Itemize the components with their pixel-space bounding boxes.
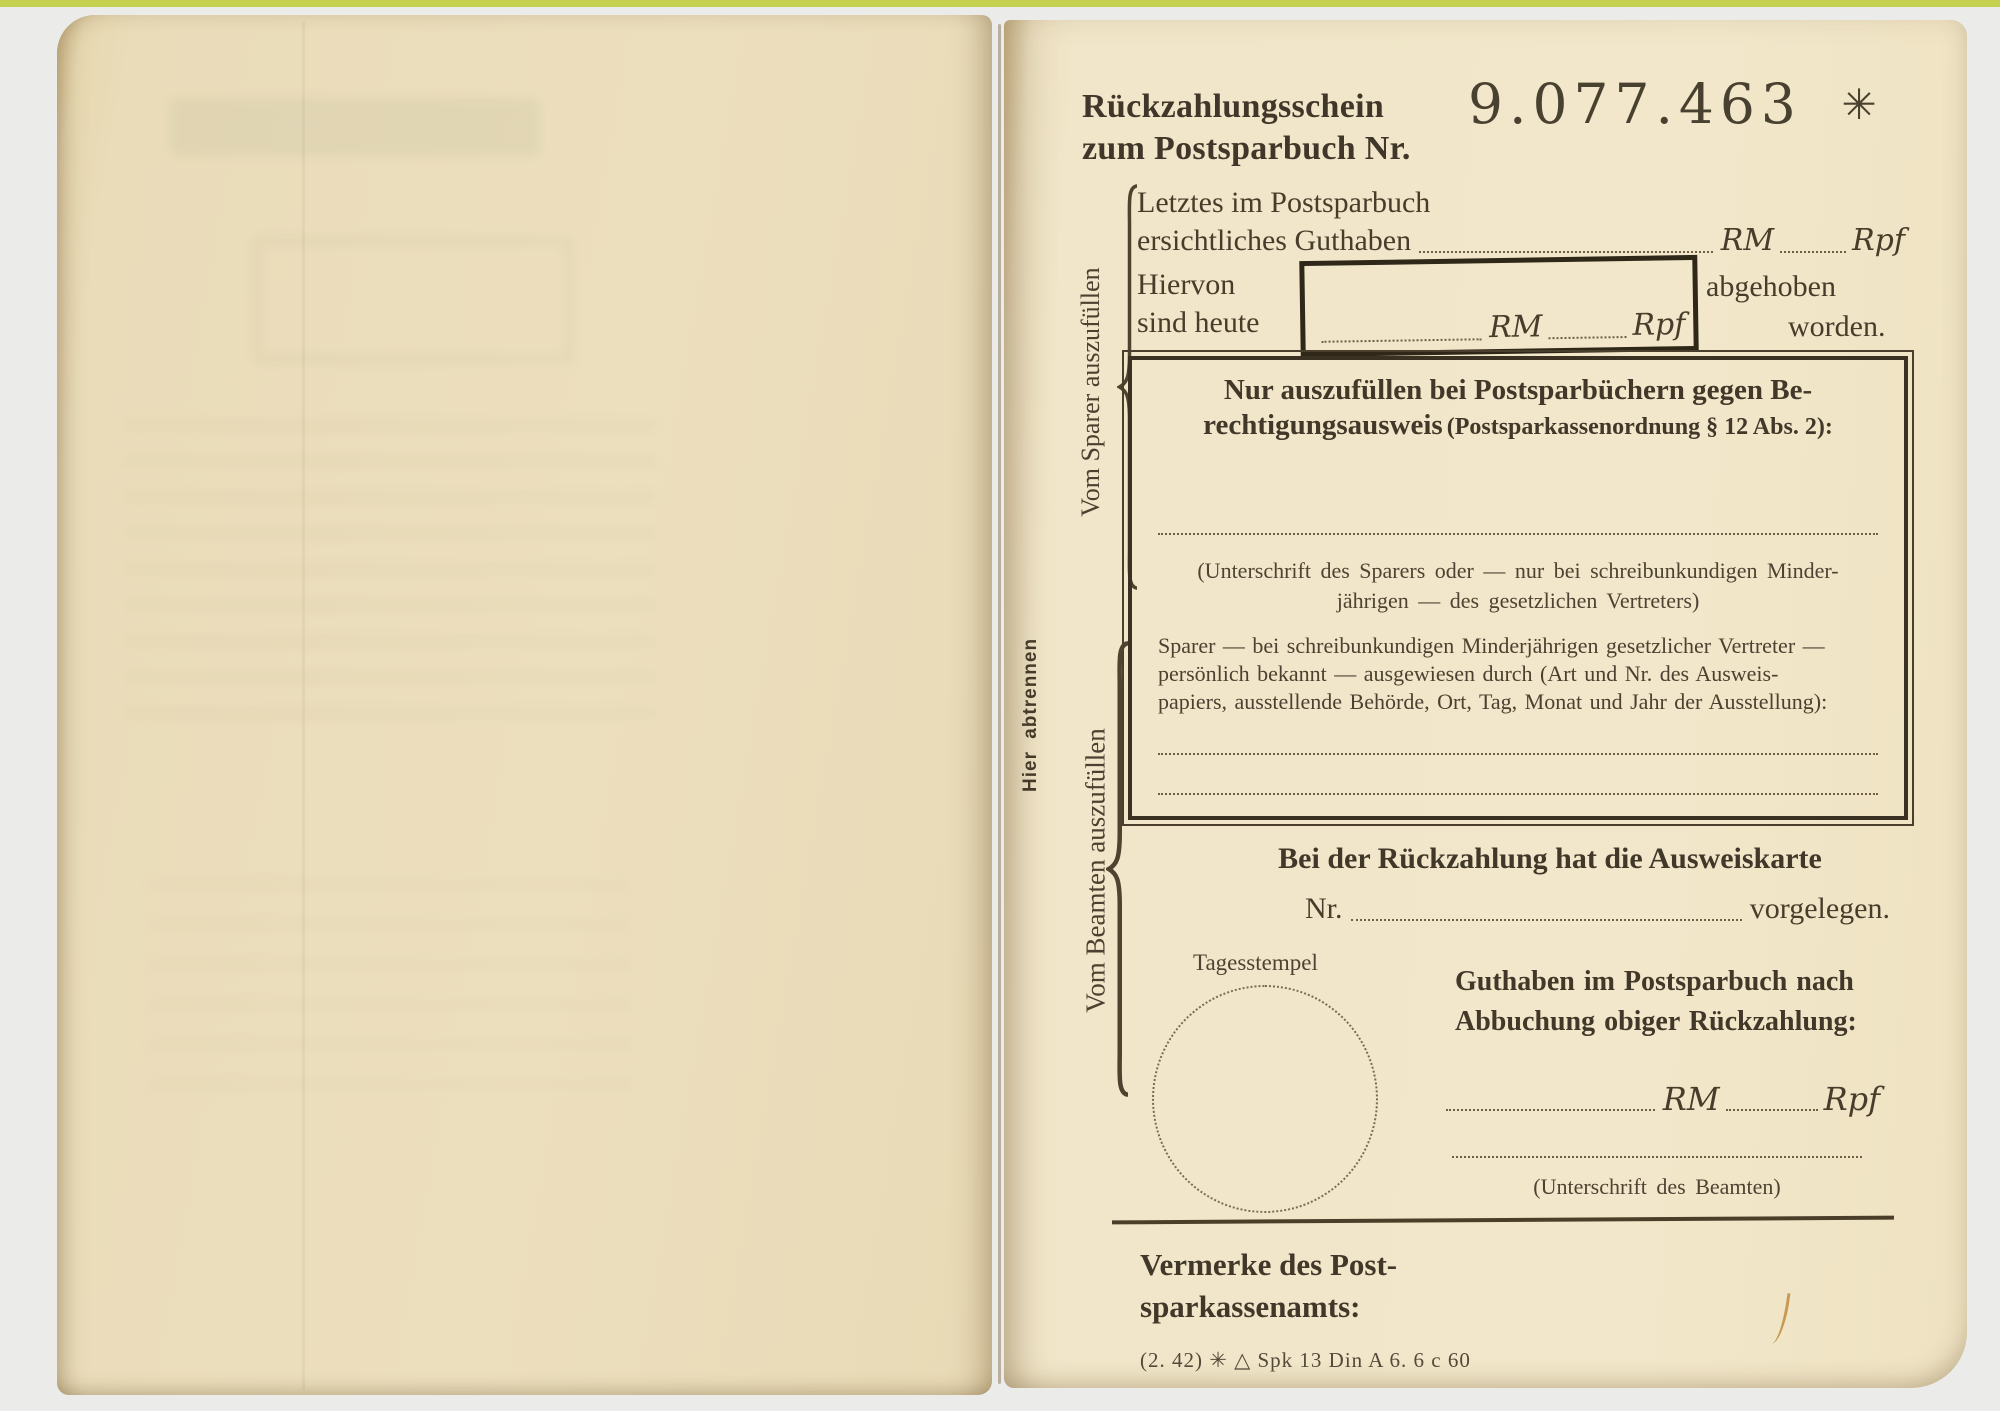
id-paper-line2: persönlich bekannt — ausgewiesen durch (Art und Nr. des Ausweis- [1158, 661, 1779, 686]
photo-top-border [0, 0, 2000, 7]
last-balance-line2: ersichtliches Guthaben [1137, 224, 1412, 257]
new-balance-block [1455, 962, 1857, 1042]
currency-rm: RM [1488, 309, 1543, 346]
withdrawal-label [1137, 266, 1259, 342]
side-label-clerk: Vom Beamten auszufüllen [1080, 728, 1111, 1013]
side-label-detach: Hier abtrennen [1020, 637, 1041, 792]
idcard-number-row [1305, 890, 1890, 928]
side-label-saver: Vom Sparer auszufüllen [1076, 267, 1105, 517]
clerk-signature-dotted-line [1452, 1156, 1862, 1158]
day-stamp-label: Tagesstempel [1193, 950, 1318, 975]
id-paper-line1: Sparer — bei schreibunkundigen Minderjährigen gesetzlicher Vertreter — [1158, 633, 1825, 658]
last-balance-line2-row [1137, 222, 1905, 260]
dotted-fill-line [1351, 918, 1742, 921]
passbook-number: 9.077.463 [1468, 72, 1802, 136]
authorization-box [1128, 356, 1908, 820]
auth-heading-line1: Nur auszufüllen bei Postsparbüchern gegen Be- [1223, 374, 1813, 406]
withdrawal-label-line1: Hiervon [1137, 268, 1236, 301]
dotted-fill-line [1419, 250, 1713, 253]
dotted-fill-line [1322, 337, 1482, 343]
currency-rpf: Rpf [1632, 307, 1686, 343]
remarks-line1: Vermerke des Post- [1140, 1247, 1398, 1282]
showthrough-ghost [170, 98, 540, 156]
showthrough-ghost [125, 420, 655, 720]
rosette-asterisk-icon: ✳ [1841, 80, 1877, 129]
passbook-number-row [1468, 72, 1877, 136]
signature-caption-line1: (Unterschrift des Sparers oder — nur bei schreibunkundigen Minder- [1197, 558, 1839, 583]
last-balance-line1: Letztes im Postsparbuch [1137, 186, 1431, 219]
withdrawal-suffix-line1: abgehoben [1706, 270, 1836, 303]
remarks-heading [1140, 1244, 1397, 1328]
clerk-signature-caption: (Unterschrift des Beamten) [1533, 1174, 1781, 1199]
id-dotted-line1 [1158, 753, 1878, 755]
showthrough-ghost [150, 880, 630, 1100]
currency-rm: RM [1720, 223, 1775, 258]
new-balance-amount-row [1438, 1080, 1880, 1118]
remarks-line2: sparkassenamts: [1140, 1289, 1361, 1324]
withdrawal-amount-box [1299, 255, 1698, 357]
auth-heading-bold: rechtigungsausweis [1203, 409, 1443, 441]
idcard-nr-label: Nr. [1305, 892, 1343, 925]
auth-heading-line2 [1132, 409, 1904, 442]
form-title [1082, 86, 1411, 170]
withdrawal-suffix-line2: worden. [1788, 310, 1886, 343]
currency-rpf: Rpf [1852, 223, 1905, 258]
dotted-fill-line [1780, 250, 1846, 253]
signature-dotted-line [1158, 533, 1878, 535]
currency-rm: RM [1662, 1080, 1720, 1118]
idcard-suffix: vorgelegen. [1749, 892, 1890, 925]
form-title-line1: Rückzahlungsschein [1082, 88, 1385, 125]
auth-heading-note: (Postsparkassenordnung § 12 Abs. 2): [1446, 414, 1833, 440]
booklet-fold-gutter [998, 24, 1001, 1384]
day-stamp-circle [1152, 985, 1378, 1213]
dotted-fill-line [1446, 1108, 1655, 1111]
dotted-fill-line [1549, 335, 1627, 339]
id-paper-paragraph [1158, 632, 1888, 716]
dotted-fill-line [1726, 1108, 1818, 1111]
signature-caption-line2: jährigen — des gesetzlichen Vertreters) [1336, 588, 1700, 613]
form-title-line2: zum Postsparbuch Nr. [1082, 130, 1411, 167]
form-imprint: (2. 42) ✳ △ Spk 13 Din A 6. 6 c 60 [1140, 1348, 1471, 1372]
id-paper-line3: papiers, ausstellende Behörde, Ort, Tag, Monat und Jahr der Ausstellung): [1158, 689, 1828, 714]
idcard-sentence: Bei der Rückzahlung hat die Ausweiskarte [1278, 842, 1822, 875]
new-balance-line2: Abbuchung obiger Rückzahlung: [1455, 1006, 1857, 1037]
withdrawal-amount-row [1313, 306, 1686, 350]
new-balance-line1: Guthaben im Postsparbuch nach [1455, 966, 1854, 997]
id-dotted-line2 [1158, 793, 1878, 795]
page-crease [302, 22, 305, 1390]
withdrawal-label-line2: sind heute [1137, 306, 1260, 339]
currency-rpf: Rpf [1823, 1080, 1880, 1118]
